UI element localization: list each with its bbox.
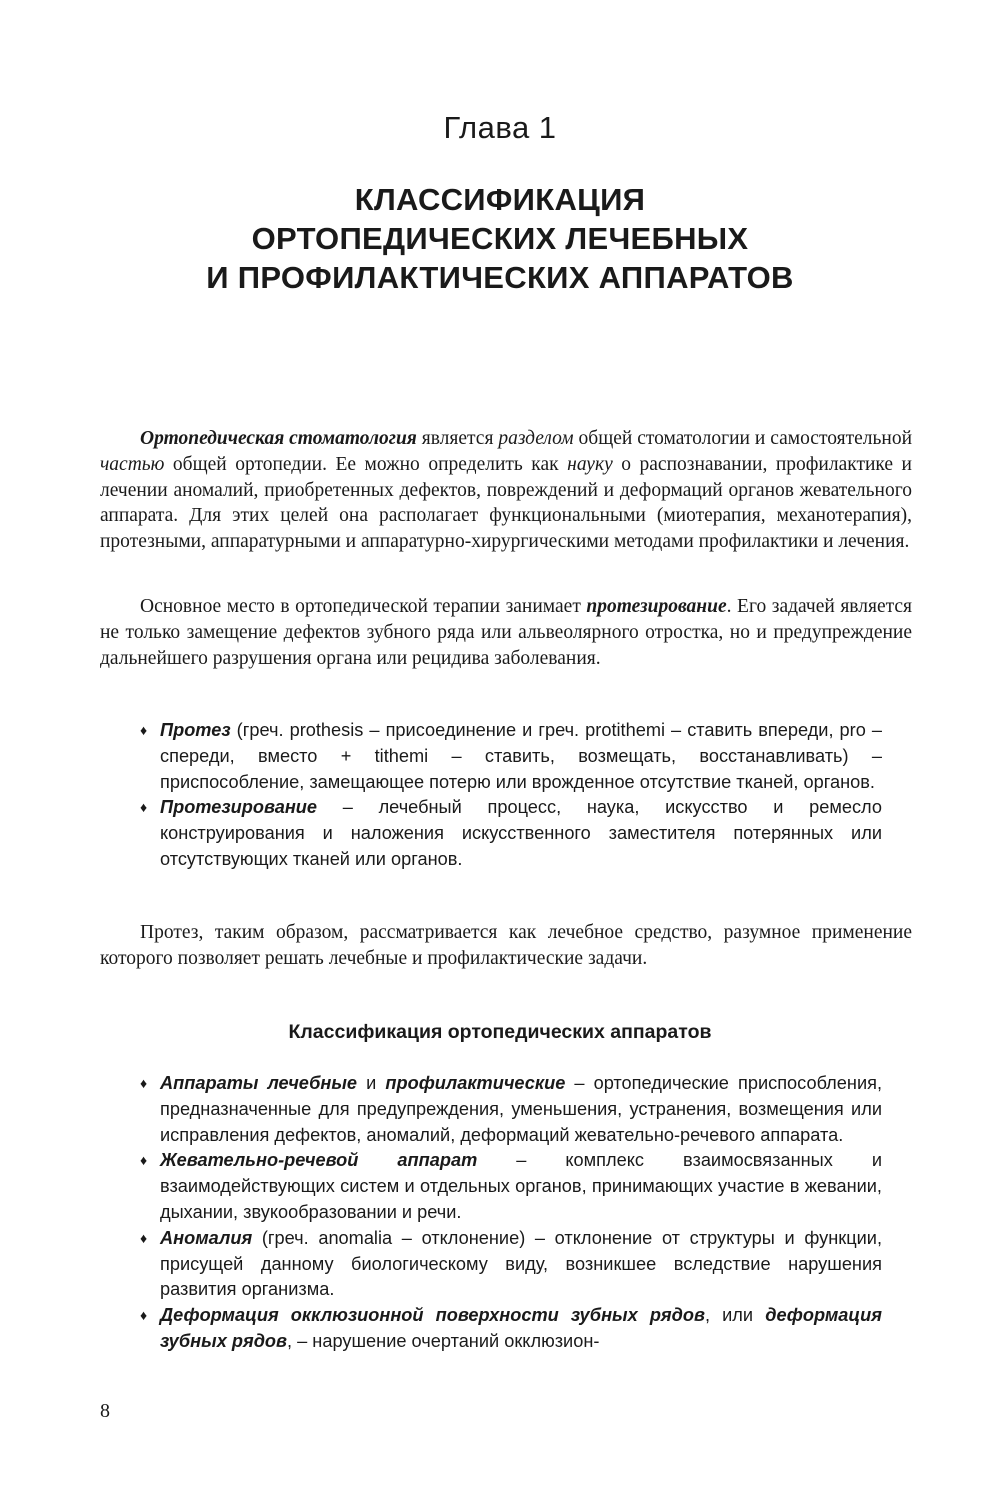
title-line-3: И ПРОФИЛАКТИЧЕСКИХ АППАРАТОВ — [206, 260, 794, 295]
intro-text-3: общей ортопедии. Ее можно определить как — [164, 453, 568, 475]
definition-term: профилактические — [385, 1073, 566, 1093]
definitions-list-1 — [140, 718, 882, 873]
definition-text: , – нарушение очертаний окклюзион- — [287, 1330, 600, 1351]
intro-emph-2: частью — [100, 453, 165, 475]
title-line-1: КЛАССИФИКАЦИЯ — [354, 182, 646, 217]
intro-term: Ортопедическая стоматология — [140, 428, 417, 449]
definition-text: (греч. prothesis – присоединение и греч. protithemi – ставить впереди, pro – спереди, вместо + tithemi – ставить, возмещать, восстанавливать) – приспособление, замещающее потерю или врожденное отсутствие тканей, органов. — [160, 720, 882, 792]
bullet-diamond-icon: ♦ — [140, 1152, 148, 1169]
paragraph-3: Протез, таким образом, рассматривается как лечебное средство, разумное применение которого позволяет решать лечебные и профилактические задачи. — [100, 922, 912, 969]
definition-item — [140, 718, 882, 795]
definition-connector: и — [357, 1073, 386, 1093]
chapter-title — [0, 180, 1000, 297]
para2-text-1: Основное место в ортопедической терапии занимает — [140, 596, 587, 617]
definition-term: Жевательно-речевой аппарат — [160, 1150, 478, 1171]
page-number: 8 — [100, 1400, 110, 1422]
definition-item — [140, 1071, 882, 1148]
chapter-label: Глава 1 — [443, 110, 557, 145]
bullet-diamond-icon: ♦ — [140, 799, 148, 816]
definition-term: деформация зубных рядов — [160, 1305, 882, 1351]
definition-term: Деформация окклюзионной поверхности зубных рядов — [160, 1305, 705, 1326]
definition-term: Аномалия — [160, 1227, 253, 1248]
intro-paragraph — [100, 426, 912, 555]
definition-item — [140, 1226, 882, 1303]
section-heading: Классификация ортопедических аппаратов — [288, 1021, 712, 1043]
intro-text-2: общей стоматологии и самостоятельной — [573, 428, 913, 449]
para2-text-2: . Его задачей является не только замещение дефектов зубного ряда или альвеолярного отростка, но и предупреждение дальнейшего разрушения органа или рецидива заболевания. — [100, 596, 912, 669]
definition-text: – комплекс взаимосвязанных и взаимодействующих систем и отдельных органов, принимающих участие в жевании, дыхании, звукообразовании и речи. — [160, 1150, 882, 1222]
definition-connector: , или — [704, 1305, 766, 1326]
definition-text: (греч. anomalia – отклонение) – отклонение от структуры и функции, присущей данному биологическому виду, возникшее вследствие нарушения развития организма. — [160, 1227, 882, 1300]
bullet-diamond-icon: ♦ — [140, 722, 148, 738]
definition-item — [140, 795, 882, 872]
para2-term: протезирование — [586, 596, 727, 617]
definition-item — [140, 1303, 882, 1355]
bullet-diamond-icon: ♦ — [140, 1075, 148, 1091]
definitions-list-2 — [140, 1071, 882, 1355]
title-line-2: ОРТОПЕДИЧЕСКИХ ЛЕЧЕБНЫХ — [251, 221, 749, 256]
definition-item — [140, 1148, 882, 1225]
definition-term: Протез — [160, 720, 231, 740]
definition-term: Протезирование — [160, 797, 318, 818]
definition-text: – лечебный процесс, наука, искусство и ремесло конструирования и наложения искусственного заместителя потерянных или отсутствующих тканей или органов. — [160, 797, 882, 869]
intro-text-1: является — [416, 428, 499, 449]
intro-text-4: о распознавании, профилактике и лечении аномалий, приобретенных дефектов, повреждений и деформаций органов жевательного аппарата. Для этих целей она располагает функциональными (миотерапия, механотерапия), протезными, аппаратурными и аппаратурно-хирургическими методами профилактики и лечения. — [100, 453, 912, 553]
definition-text: – ортопедические приспособления, предназначенные для предупреждения, уменьшения, устранения, возмещения или исправления дефектов, аномалий, деформаций жевательно-речевого аппарата. — [160, 1073, 883, 1145]
bullet-diamond-icon: ♦ — [140, 1229, 148, 1246]
intro-emph-1: разделом — [498, 428, 574, 449]
definition-term: Аппараты лечебные — [160, 1073, 358, 1093]
bullet-diamond-icon: ♦ — [140, 1307, 148, 1324]
paragraph-2 — [100, 594, 912, 671]
intro-emph-3: науку — [567, 453, 613, 475]
